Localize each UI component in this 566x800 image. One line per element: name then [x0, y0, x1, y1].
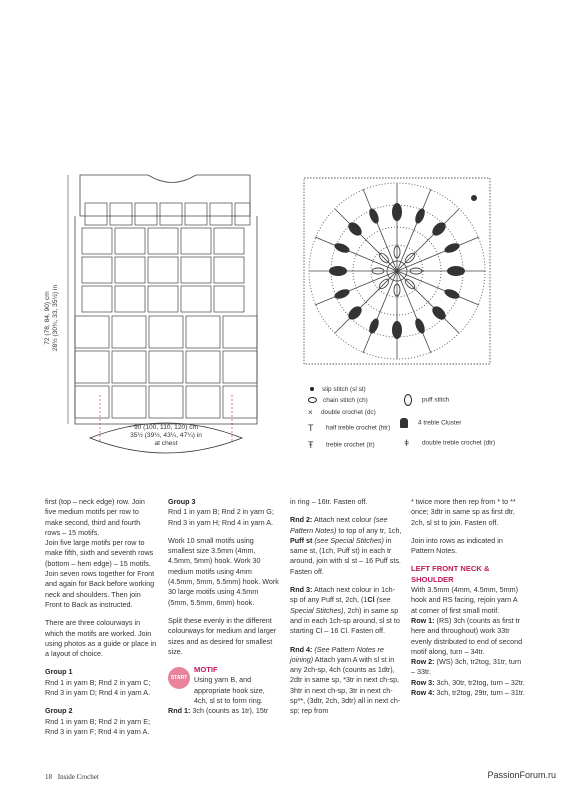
- width-label-in: 35½ (39½, 43¼, 47¼) in: [130, 432, 202, 439]
- col3-para-1: in ring – 16tr. Fasten off.: [290, 497, 368, 506]
- width-label-cm: 90 (100, 110, 120) cm: [133, 424, 199, 431]
- left-front-neck-heading: LEFT FRONT NECK & SHOULDER: [411, 564, 490, 584]
- legend-double-treble: ǂ double treble crochet (dtr): [404, 438, 496, 448]
- double-crochet-icon: ×: [308, 408, 313, 417]
- group-2-heading: Group 2: [45, 706, 73, 716]
- magazine-name: Inside Crochet: [57, 773, 99, 781]
- page-number: 18: [45, 773, 52, 781]
- cluster-icon: [400, 418, 408, 428]
- row4-line: Row 4: 3ch, tr2tog, 29tr, turn – 31tr.: [411, 688, 525, 698]
- height-label-cm: 72 (78, 84, 90) cm: [44, 291, 51, 345]
- puff-stitch-icon: [404, 394, 412, 406]
- height-dimension-label: [44, 238, 60, 398]
- legend-slip-stitch: slip stitch (sl st): [310, 386, 366, 393]
- col2-para-2: Split these evenly in the different colourways for medium and larger sizes and as desired for smallest size.: [168, 615, 277, 656]
- legend-treble: Ŧ treble crochet (tr): [308, 440, 375, 450]
- neck-body: With 3.5mm (4mm, 4.5mm, 5mm) hook and RS facing, rejoin yarn A at corner of first small motif.: [411, 585, 519, 615]
- col1-para-2: Join five large motifs per row to make fifth, sixth and seventh rows (bottom – hem edge) – 15 motifs. Join seven rows together for Front and again for Back before working neck and shoulders. Then join Front to Back as instructed.: [45, 538, 155, 609]
- page-footer: [45, 773, 99, 781]
- col2-para-1: Work 10 small motifs using smallest size 3.5mm (4mm, 4.5mm, 5mm) hook. Work 30 medium motifs using 4mm (4.5mm, 5mm, 5.5mm) hook. Work 30 large motifs using 4.5mm (5mm, 5.5mm, 6mm) hook.: [168, 535, 279, 607]
- rnd3-para: Rnd 3: Attach next colour in 1ch-sp of any Puff st, 2ch, (1Cl (see Special Stitches), 2ch) in same sp and in each 1ch-sp around, sl st to starting Cl – 16 Cl. Fasten off.: [290, 585, 400, 636]
- watermark: PassionForum.ru: [487, 770, 556, 780]
- motif-body: Using yarn B, and appropriate hook size, 4ch, sl st to form ring.: [194, 675, 265, 706]
- legend-cluster: 4 treble Cluster: [400, 418, 461, 428]
- half-treble-icon: T: [308, 423, 314, 433]
- col1-para-1: first (top – neck edge) row. Join five medium motifs per row to make second, third and fourth rows – 15 motifs.: [45, 497, 145, 537]
- col1-para-3: There are three colourways in which the motifs are worked. Join using photos as a guide or place in a layout of choice.: [45, 618, 157, 659]
- motif-chart: [298, 172, 496, 370]
- chain-stitch-icon: [308, 397, 317, 403]
- legend-half-treble: T half treble crochet (htr): [308, 423, 391, 433]
- treble-icon: Ŧ: [308, 440, 314, 450]
- width-dimension-label: [106, 424, 226, 448]
- text-column-3: [290, 497, 402, 725]
- group-3-heading: Group 3: [168, 497, 196, 506]
- width-label-chest: at chest: [154, 440, 178, 447]
- text-column-1: [45, 497, 157, 745]
- legend-double-crochet: × double crochet (dc): [308, 408, 376, 417]
- motif-section: [168, 665, 280, 706]
- height-label-in: 28½ (30¾, 33, 35½) in: [52, 284, 59, 352]
- legend-puff: puff stitch: [404, 394, 449, 406]
- slip-stitch-icon: [310, 387, 314, 391]
- double-treble-icon: ǂ: [404, 438, 410, 448]
- group-2-body: Rnd 1 in yarn B; Rnd 2 in yarn E; Rnd 3 in yarn F; Rnd 4 in yarn A.: [45, 716, 151, 736]
- row1-line: Row 1: (RS) 3ch (counts as first tr here and throughout) work 33tr evenly distributed to end of second motif along, turn – 34tr.: [411, 615, 523, 656]
- rnd1-line: Rnd 1: 3ch (counts as 1tr), 15tr: [168, 706, 269, 716]
- start-badge: START: [168, 667, 190, 689]
- motif-heading: MOTIF: [194, 665, 218, 675]
- garment-schematic: [60, 170, 285, 460]
- rnd2-para: Rnd 2: Attach next colour (see Pattern Notes) to top of any tr, 1ch, Puff st (see Special Stitches) in same st, (1ch, Puff st) in each tr around, join with sl st – 16 Puff sts. Fasten off.: [290, 515, 402, 576]
- legend-chain-stitch: chain stitch (ch): [308, 397, 368, 404]
- col4-para-2: Join into rows as indicated in Pattern Notes.: [411, 535, 503, 556]
- col4-para-1: * twice more then rep from * to ** once; 3dtr in same sp as first dtr, 2ch, sl st to join. Fasten off.: [411, 497, 516, 527]
- group-1-heading: Group 1: [45, 667, 73, 677]
- row3-line: Row 3: 3ch, 30tr, tr2tog, turn – 32tr.: [411, 677, 525, 687]
- text-column-4: [411, 497, 525, 698]
- group-1-body: Rnd 1 in yarn B; Rnd 2 in yarn C; Rnd 3 in yarn D; Rnd 4 in yarn A.: [45, 677, 151, 698]
- text-column-2: [168, 497, 280, 717]
- row2-line: Row 2: (WS) 3ch, tr2tog, 31tr, turn – 33tr.: [411, 657, 522, 677]
- group-3-body: Rnd 1 in yarn B; Rnd 2 in yarn G; Rnd 3 in yarn H; Rnd 4 in yarn A.: [168, 507, 274, 527]
- pattern-text: [45, 497, 525, 787]
- rnd4-para: Rnd 4: (See Pattern Notes re joining) Attach yarn A with sl st in any 2ch-sp, 4ch (counts as 1dtr), 2dtr in same sp, *3tr in next ch-sp, 3htr in next ch-sp, 3tr in next ch-sp**, (3dtr, 2ch, 3dtr) all in next ch-sp; rep from: [290, 644, 401, 716]
